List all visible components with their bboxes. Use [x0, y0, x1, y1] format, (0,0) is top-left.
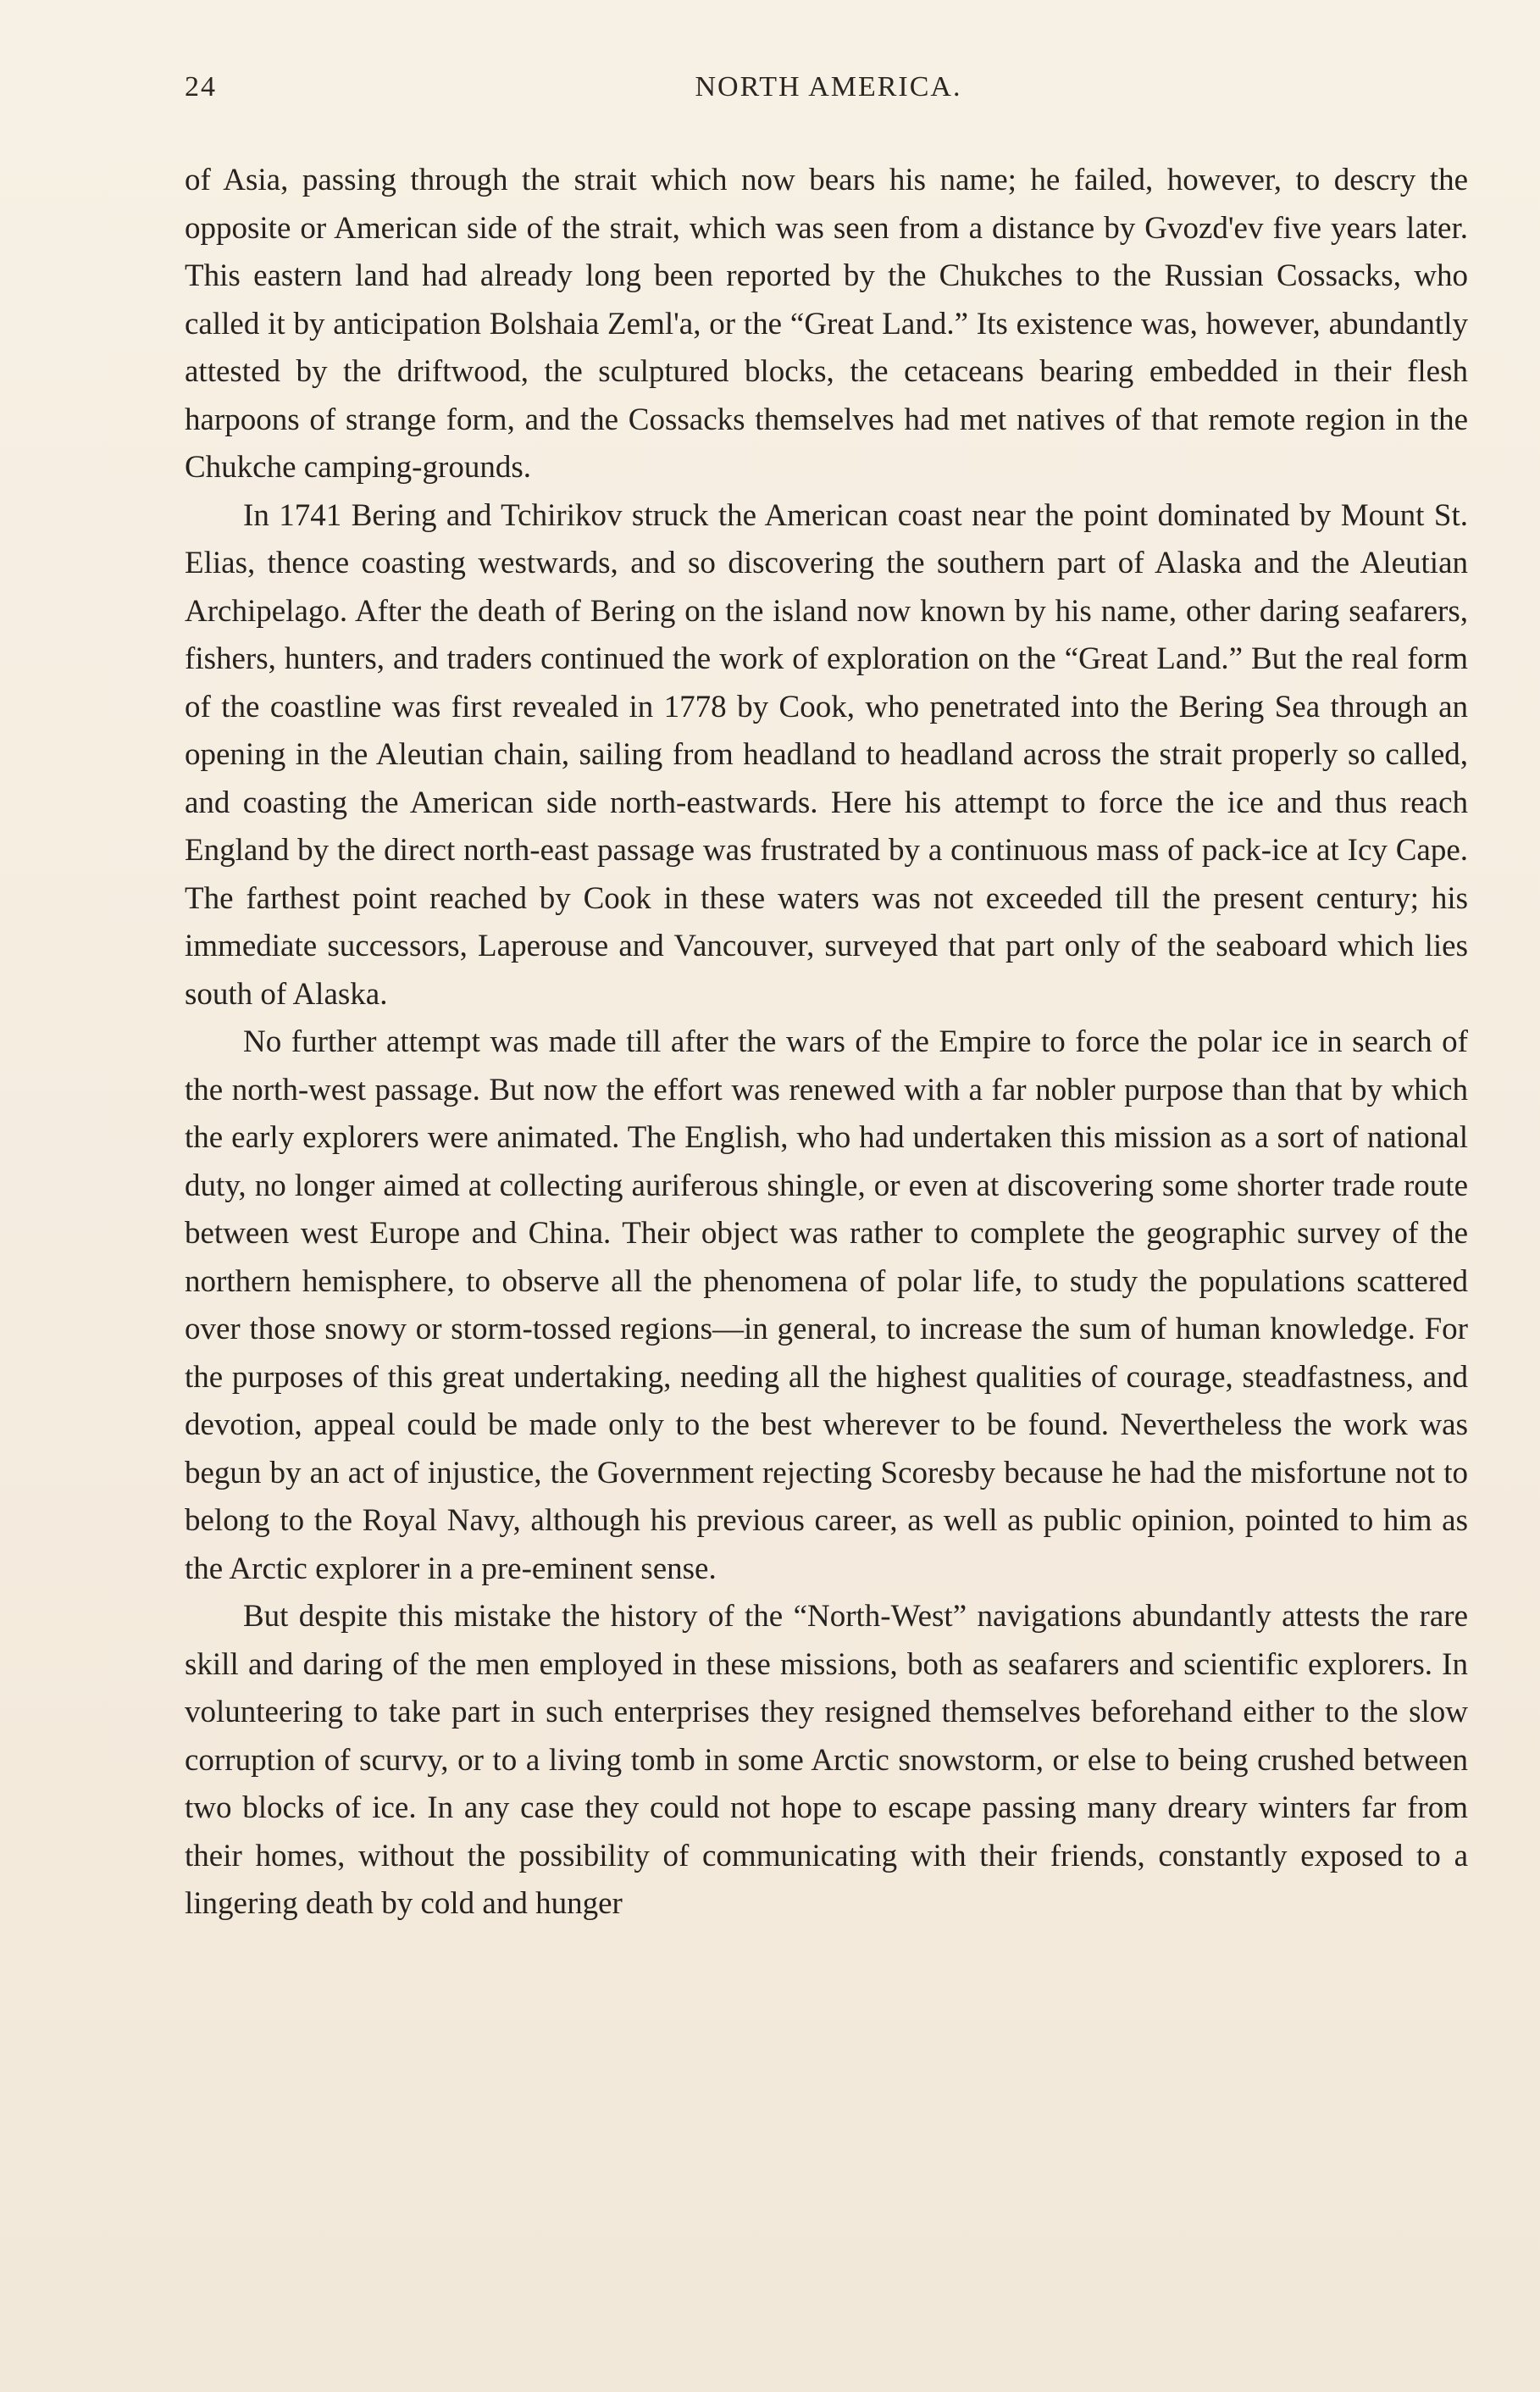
- body-text: [185, 157, 1468, 2300]
- running-title: NORTH AMERICA.: [695, 71, 962, 103]
- page-number: 24: [185, 71, 217, 103]
- page-header: [185, 71, 1472, 122]
- paragraph-1: of Asia, passing through the strait which now bears his name; he failed, however, to descry the opposite or American side of the strait, which was seen from a distance by Gvozd'ev five years later. This eastern land had already long been reported by the Chukches to the Russian Cossacks, who called it by anticipation Bolshaia Zeml'a, or the “Great Land.” Its existence was, however, abundantly attested by the driftwood, the sculptured blocks, the cetaceans bearing embedded in their flesh harpoons of strange form, and the Cossacks themselves had met natives of that remote region in the Chukche camping-grounds.: [185, 163, 1468, 485]
- paragraph-2: In 1741 Bering and Tchirikov struck the American coast near the point dominated by Mount St. Elias, thence coasting westwards, and so discovering the southern part of Alaska and the Aleutian Archipelago. After the death of Bering on the island now known by his name, other daring seafarers, fishers, hunters, and traders continued the work of exploration on the “Great Land.” But the real form of the coastline was first revealed in 1778 by Cook, who penetrated into the Bering Sea through an opening in the Aleutian chain, sailing from headland to headland across the strait properly so called, and coasting the American side north-eastwards. Here his attempt to force the ice and thus reach England by the direct north-east passage was frustrated by a continuous mass of pack-ice at Icy Cape. The farthest point reached by Cook in these waters was not exceeded till the present century; his immediate successors, Laperouse and Vancouver, surveyed that part only of the seaboard which lies south of Alaska.: [185, 497, 1468, 1012]
- paragraph-3: No further attempt was made till after the wars of the Empire to force the polar ice in search of the north-west passage. But now the effort was renewed with a far nobler purpose than that by which the early explorers were animated. The English, who had undertaken this mission as a sort of national duty, no longer aimed at collecting auriferous shingle, or even at discovering some shorter trade route between west Europe and China. Their object was rather to complete the geographic survey of the northern hemisphere, to observe all the phenomena of polar life, to study the populations scattered over those snowy or storm-tossed regions—in general, to increase the sum of human knowledge. For the purposes of this great undertaking, needing all the highest qualities of courage, steadfastness, and devotion, appeal could be made only to the best wherever to be found. Nevertheless the work was begun by an act of injustice, the Government rejecting Scoresby because he had the misfortune not to belong to the Royal Navy, although his previous career, as well as public opinion, pointed to him as the Arctic explorer in a pre-eminent sense.: [185, 1024, 1468, 1586]
- paragraph-4: But despite this mistake the history of the “North-West” navigations abundantly attests the rare skill and daring of the men employed in these missions, both as seafarers and scientific explorers. In volunteering to take part in such enterprises they resigned themselves beforehand either to the slow corruption of scurvy, or to a living tomb in some Arctic snowstorm, or else to being crushed between two blocks of ice. In any case they could not hope to escape passing many dreary winters far from their homes, without the possibility of communicating with their friends, constantly exposed to a lingering death by cold and hunger: [185, 1599, 1468, 1921]
